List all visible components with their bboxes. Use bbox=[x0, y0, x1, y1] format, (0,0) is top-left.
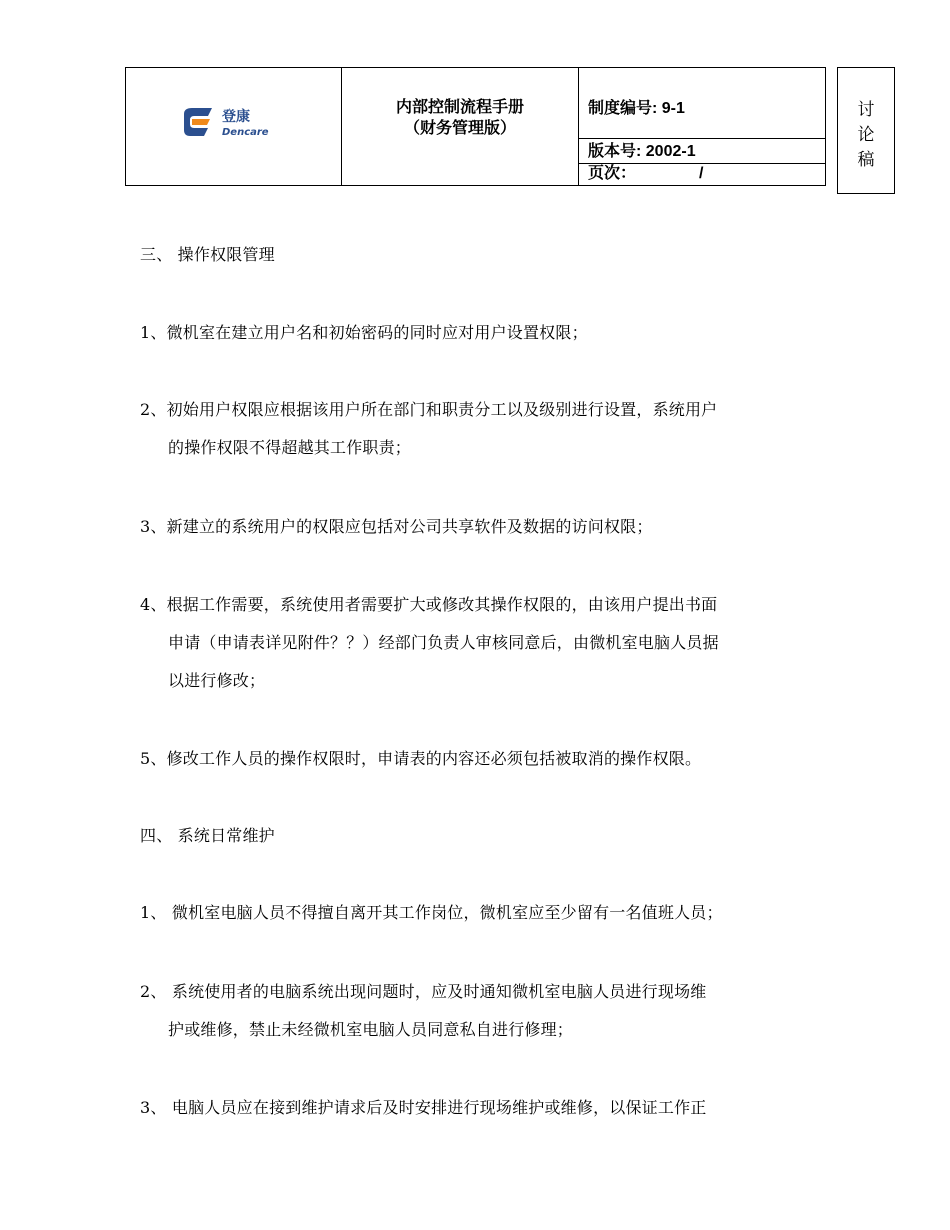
doc-meta bbox=[579, 68, 825, 185]
list-item: 1、 微机室电脑人员不得擅自离开其工作岗位，微机室应至少留有一名值班人员； bbox=[140, 903, 723, 922]
draft-stamp bbox=[837, 67, 895, 194]
logo-cell bbox=[126, 68, 342, 185]
list-item: 1、微机室在建立用户名和初始密码的同时应对用户设置权限； bbox=[140, 323, 588, 342]
version-number: 版本号: 2002-1 bbox=[579, 139, 825, 164]
list-item: 2、 系统使用者的电脑系统出现问题时，应及时通知微机室电脑人员进行现场维 bbox=[140, 982, 707, 1001]
svg-text:登康: 登康 bbox=[222, 109, 250, 125]
document-header bbox=[125, 67, 826, 186]
svg-text:Dencare: Dencare bbox=[222, 127, 269, 138]
section-heading: 四、 系统日常维护 bbox=[140, 826, 275, 845]
title-line-1: 内部控制流程手册 bbox=[395, 99, 524, 116]
list-item-continuation: 申请（申请表详见附件？？）经部门负责人审核同意后，由微机室电脑人员据 bbox=[168, 633, 719, 652]
list-item: 4、根据工作需要，系统使用者需要扩大或修改其操作权限的，由该用户提出书面 bbox=[140, 595, 718, 614]
draft-char: 论 bbox=[857, 125, 875, 144]
manual-title bbox=[342, 68, 579, 185]
list-item: 5、修改工作人员的操作权限时，申请表的内容还必须包括被取消的操作权限。 bbox=[140, 749, 702, 768]
list-item-continuation: 的操作权限不得超越其工作职责； bbox=[168, 438, 412, 457]
page-separator: / bbox=[699, 165, 704, 182]
title-line-2: （财务管理版） bbox=[403, 120, 516, 137]
list-item: 3、 电脑人员应在接到维护请求后及时安排进行现场维护或维修，以保证工作正 bbox=[140, 1098, 707, 1117]
section-heading: 三、 操作权限管理 bbox=[140, 245, 275, 264]
list-item-continuation: 护或维修，禁止未经微机室电脑人员同意私自进行修理； bbox=[168, 1020, 574, 1039]
list-item: 3、新建立的系统用户的权限应包括对公司共享软件及数据的访问权限； bbox=[140, 517, 653, 536]
doc-number: 制度编号: 9-1 bbox=[579, 68, 825, 139]
page-number bbox=[579, 164, 825, 186]
list-item-continuation: 以进行修改； bbox=[168, 671, 266, 690]
draft-char: 稿 bbox=[857, 150, 875, 169]
draft-char: 讨 bbox=[857, 100, 875, 119]
list-item: 2、初始用户权限应根据该用户所在部门和职责分工以及级别进行设置，系统用户 bbox=[140, 400, 718, 419]
page-label: 页次： bbox=[588, 165, 637, 182]
dencare-logo bbox=[182, 106, 278, 138]
